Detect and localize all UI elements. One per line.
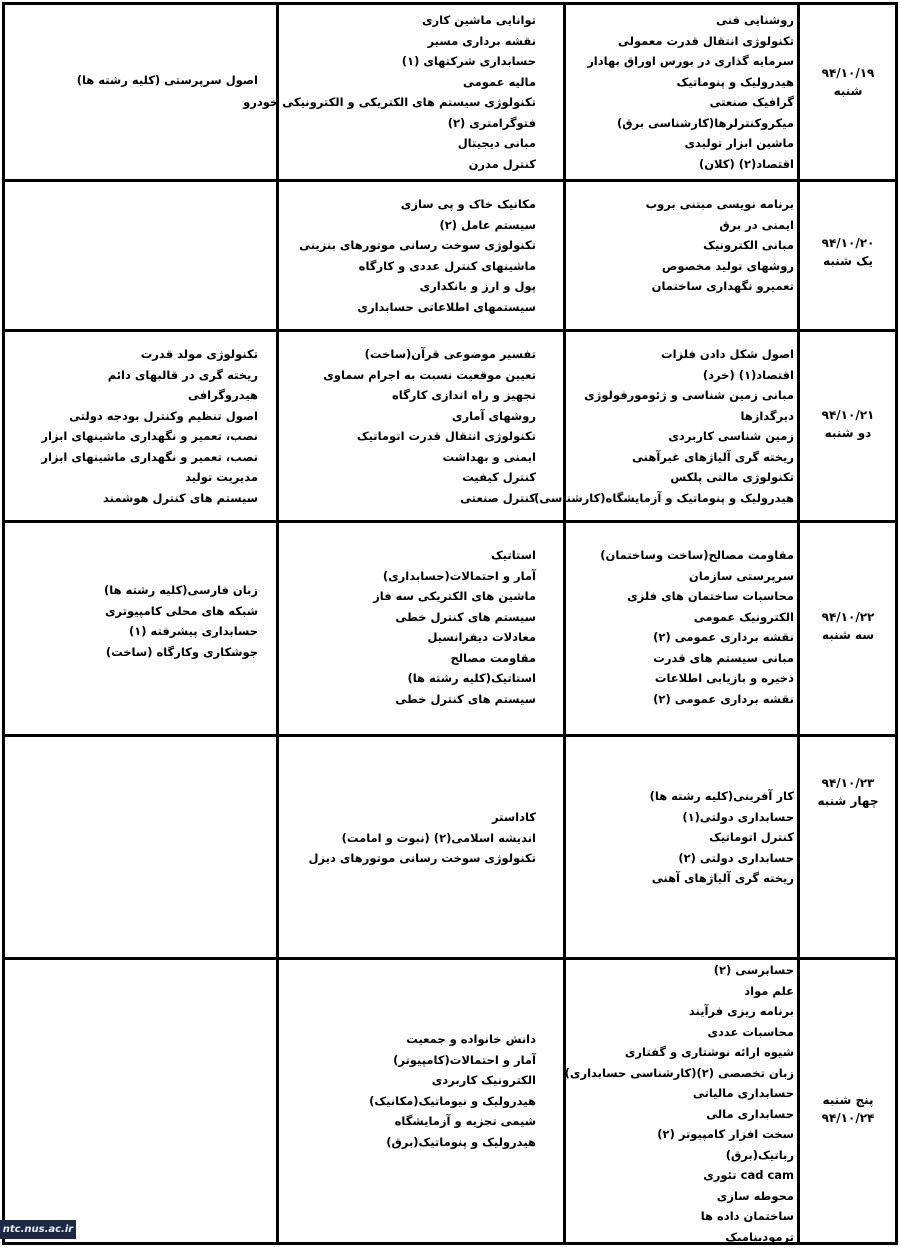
course-item: حسابداری دولتی (۲) (678, 850, 794, 865)
column-divider (895, 2, 898, 1245)
course-item: اقتصاد(۲) (کلان) (698, 156, 794, 171)
course-item: تعمیرو نگهداری ساختمان (651, 279, 794, 293)
course-item: کنترل مدرن (468, 156, 536, 171)
course-item: دانش خانواده و جمعیت (406, 1032, 536, 1046)
course-item: ماشینهای کنترل عددی و کارگاه (358, 258, 536, 273)
course-item: نصب، تعمیر و نگهداری ماشینهای ابزار (41, 449, 258, 464)
row-divider (2, 734, 898, 737)
row-divider (2, 179, 898, 182)
weekday: چهار شنبه (817, 794, 879, 808)
course-item: اصول سرپرستی (کلیه رشته ها) (76, 73, 258, 87)
course-item: تفسیر موضوعی قرآن(ساخت) (364, 347, 536, 361)
course-item: رباتیک(برق) (725, 1147, 794, 1162)
row-date-cell (801, 234, 895, 270)
course-item: کاداستر (491, 810, 536, 824)
course-item: ترمودینامیک (725, 1229, 794, 1244)
course-item: شبکه های محلی کامپیوتری (105, 603, 258, 618)
site-logo: ntc.nus.ac.ir (0, 1220, 76, 1239)
exam-date: ۹۴/۱۰/۲۱ (821, 408, 875, 422)
course-item: محوطه سازی (716, 1188, 794, 1203)
course-item: ریخته گری آلیاژهای آهنی (651, 871, 794, 885)
course-item: سیستمهای اطلاعاتی حسابداری (357, 299, 536, 314)
course-item: محاسبات عددی (707, 1024, 794, 1039)
course-list (564, 960, 794, 1247)
weekday: پنج شنبه (822, 1093, 874, 1107)
course-item: معادلات دیفرانسیل (427, 630, 536, 644)
course-item: گرافیک صنعتی (709, 95, 794, 109)
course-item: هیدرولیک و پنوماتیک (676, 74, 794, 89)
course-item: ایمنی و بهداشت (442, 449, 536, 464)
exam-date: ۹۴/۱۰/۲۰ (821, 236, 875, 250)
weekday: شنبه (833, 84, 863, 98)
row-divider (2, 2, 898, 5)
row-divider (2, 520, 898, 523)
course-item: استاتیک(کلیه رشته ها) (407, 671, 536, 685)
course-item: ذخیره و بازیابی اطلاعات (654, 671, 794, 685)
course-item: سخت افزار کامپیوتر (۲) (657, 1127, 794, 1141)
course-item: اصول تنظیم وکنترل بودجه دولتی (69, 408, 258, 423)
course-item: مبانی دیجیتال (457, 136, 536, 150)
course-item: ماشین های الکتریکی سه فاز (373, 589, 536, 603)
course-item: ایمنی در برق (719, 217, 794, 232)
course-item: هیدرولیک و پنوماتیک و آزمایشگاه(کارشناسی) (534, 490, 794, 505)
course-item: ریخته گری در قالبهای دائم (107, 367, 258, 382)
course-list (6, 344, 258, 508)
row-date-cell (801, 64, 895, 100)
course-list (286, 1029, 536, 1152)
row-date-cell (801, 406, 895, 442)
course-item: هیدرولیک و نیوماتیک(مکانیک) (369, 1093, 536, 1108)
course-item: سیستم های کنترل هوشمند (102, 490, 258, 505)
course-item: نقشه برداری عمومی (۲) (653, 691, 794, 706)
course-item: تکنولوژی سیستم های الکتریکی و الکترونیکی خودرو (243, 95, 536, 109)
course-item: جوشکاری وکارگاه (ساخت) (105, 644, 258, 659)
course-item: سرمایه گذاری در بورس اوراق بهادار (587, 54, 794, 68)
course-list (564, 786, 794, 889)
row-divider (2, 329, 898, 332)
course-item: حسابداری مالی (706, 1106, 794, 1121)
row-date-cell (801, 1091, 895, 1127)
exam-schedule-table (2, 2, 898, 1245)
course-item: دیرگدازها (740, 408, 794, 423)
course-item: سیستم های کنترل خطی (395, 691, 536, 706)
course-item: نقشه برداری عمومی (۲) (653, 630, 794, 644)
course-item: مکانیک خاک و پی سازی (400, 197, 536, 211)
course-item: مقاومت مصالح (450, 650, 536, 665)
column-divider (797, 2, 800, 1245)
course-item: مبانی سیستم های قدرت (653, 650, 794, 665)
exam-date: ۹۴/۱۰/۲۳ (821, 776, 875, 790)
course-list (564, 194, 794, 297)
exam-date: ۹۴/۱۰/۱۹ (821, 66, 875, 80)
course-item: تکنولوژی انتقال قدرت اتوماتیک (356, 429, 536, 443)
course-list (286, 194, 536, 317)
course-item: آمار و احتمالات(حسابداری) (382, 568, 536, 583)
course-item: حسابداری پیشرفته (۱) (129, 624, 258, 638)
course-list (564, 545, 794, 709)
course-item: زبان فارسی(کلیه رشته ها) (104, 583, 258, 597)
course-item: هیدروگرافی (187, 388, 258, 402)
column-divider (276, 2, 279, 1245)
course-item: تعیین موقعیت نسبت به اجرام سماوی (323, 367, 536, 382)
exam-date: ۹۴/۱۰/۲۲ (821, 610, 875, 624)
course-item: تکنولوژی مولد قدرت (140, 347, 258, 361)
course-item: تکنولوژی سوخت رسانی موتورهای دیزل (308, 851, 536, 865)
course-list (564, 10, 794, 174)
course-item: الکترونیک کاربردی (431, 1073, 536, 1087)
course-item: روشهای آماری (451, 408, 536, 423)
course-item: ریخته گری آلیاژهای غیرآهنی (632, 449, 794, 464)
weekday: یک شنبه (823, 254, 873, 268)
course-item: شیمی تجزیه و آزمایشگاه (394, 1114, 536, 1128)
course-item: کنترل اتوماتیک (709, 830, 794, 844)
course-item: مدیریت تولید (185, 470, 258, 484)
course-item: سیستم عامل (۲) (439, 217, 536, 232)
course-item: استاتیک (490, 548, 536, 562)
course-item: الکترونیک عمومی (693, 609, 794, 624)
course-item: شیوه ارائه نوشتاری و گفتاری (624, 1045, 794, 1059)
course-item: محاسبات ساختمان های فلزی (627, 589, 794, 603)
course-item: نصب، تعمیر و نگهداری ماشینهای ابزار (41, 429, 258, 443)
column-divider (2, 2, 5, 1245)
course-item: مقاومت مصالح(ساخت وساختمان) (600, 548, 794, 562)
exam-date: ۹۴/۱۰/۲۴ (821, 1111, 875, 1125)
course-item: اصول شکل دادن فلزات (661, 347, 794, 361)
course-item: اندیشه اسلامی(۲) (نبوت و امامت) (341, 830, 536, 845)
course-list (6, 70, 258, 91)
course-item: سرپرستی سازمان (688, 568, 794, 583)
course-item: برنامه نویسی مبتنی بروب (645, 197, 794, 211)
course-list (534, 344, 794, 508)
course-item: تکنولوژی سوخت رسانی موتورهای بنزینی (299, 238, 536, 252)
course-item: نقشه برداری مسیر (427, 33, 536, 48)
course-list (6, 580, 258, 662)
course-item: ماشین ابزار تولیدی (684, 136, 794, 150)
course-item: زمین شناسی کاربردی (668, 429, 794, 443)
course-list (286, 545, 536, 709)
course-item: برنامه ریزی فرآیند (688, 1004, 794, 1018)
course-item: حسابداری دولتی(۱) (682, 809, 794, 824)
course-item: زبان تخصصی (۲)(کارشناسی حسابداری) (564, 1065, 794, 1080)
course-item: مبانی الکترونیک (703, 238, 794, 252)
course-item: علم مواد (744, 983, 794, 998)
course-item: سیستم های کنترل خطی (395, 609, 536, 624)
course-item: تجهیز و راه اندازی کارگاه (392, 388, 536, 402)
weekday: دو شنبه (824, 426, 872, 440)
course-item: کار آفرینی(کلیه رشته ها) (649, 789, 794, 803)
weekday: سه شنبه (821, 628, 875, 642)
course-item: تکنولوژی انتقال قدرت معمولی (618, 33, 794, 48)
course-item: فتوگرامتری (۲) (447, 115, 536, 130)
course-item: حسابرسی (۲) (713, 963, 794, 977)
course-item: کنترل صنعتی (460, 490, 536, 505)
course-item: پول و ارز و بانکداری (419, 279, 536, 293)
course-item: حسابداری شرکتهای (۱) (401, 54, 536, 68)
course-list (286, 344, 536, 508)
course-item: توانایی ماشین کاری (421, 13, 536, 27)
course-item: اقتصاد(۱) (خرد) (702, 367, 794, 382)
course-item: مبانی زمین شناسی و ژئومورفولوژی (584, 388, 794, 402)
course-list (286, 807, 536, 869)
course-item: حسابداری مالیاتی (692, 1086, 794, 1100)
course-item: کنترل کیفیت (462, 470, 536, 484)
course-item: روشنایی فنی (716, 13, 794, 27)
course-item: تکنولوژی مالتی پلکس (670, 470, 794, 484)
course-list (243, 10, 536, 174)
course-item: cad cam تئوری (703, 1168, 794, 1182)
course-item: میکروکنترلرها(کارشناسی برق) (617, 115, 794, 130)
course-item: روشهای تولید مخصوص (661, 258, 794, 273)
course-item: آمار و احتمالات(کامپیوتر) (393, 1052, 536, 1067)
row-date-cell (801, 774, 895, 810)
course-item: هیدرولیک و پنوماتیک(برق) (386, 1134, 536, 1149)
row-date-cell (801, 608, 895, 644)
course-item: ساختمان داده ها (700, 1209, 794, 1223)
course-item: مالیه عمومی (463, 74, 536, 89)
